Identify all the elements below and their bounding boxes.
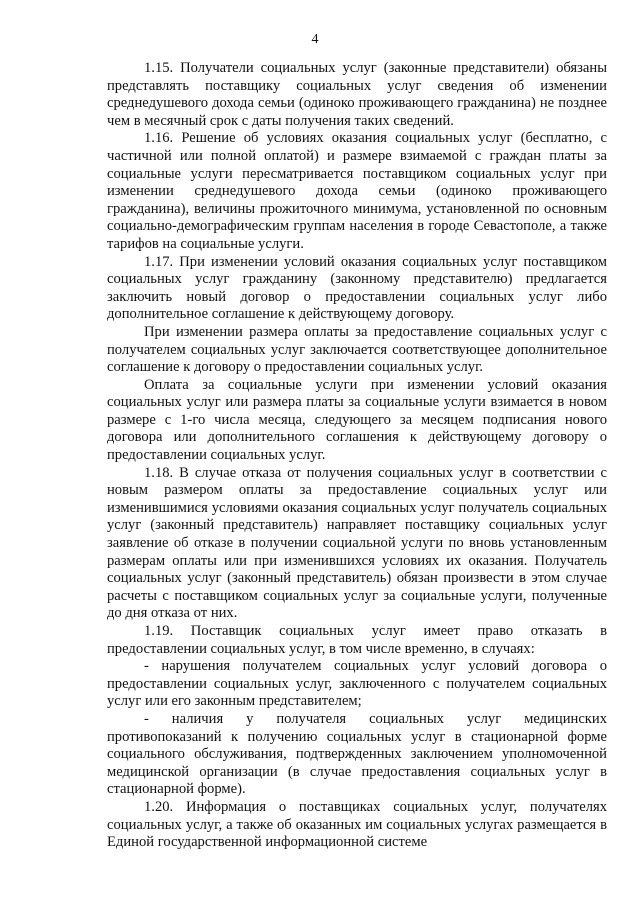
list-item-violation: - нарушения получателем социальных услуг условий договора о предоставлении социальных услуг, заключенного с получателем социальных услуг или его законным представителем; bbox=[107, 658, 607, 710]
paragraph-1-20: 1.20. Информация о поставщиках социальных услуг, получателях социальных услуг, а также об оказанных им социальных услугах размещается в Единой государственной информационной системе bbox=[107, 798, 607, 851]
paragraph-1-16: 1.16. Решение об условиях оказания социальных услуг (бесплатно, с частичной или полной оплатой) и размере взимаемой с граждан платы за социальные услуги пересматривается поставщиком социальных услуг при изменении среднедушевого дохода семьи (одиноко проживающего гражданина), величины прожиточного минимума, установленной по основным социально-демографическим группам населения в городе Севастополе, а также тарифов на социальные услуги. bbox=[107, 130, 607, 252]
document-body bbox=[107, 60, 607, 852]
paragraph-payment-new-size: Оплата за социальные услуги при изменении условий оказания социальных услуг или размера платы за социальные услуги взимается в новом размере с 1-го числа месяца, следующего за месяцем подписания нового договора или дополнительного соглашения к действующему договору о предоставлении социальных услуг. bbox=[107, 376, 607, 464]
list-item-contraindications: - наличия у получателя социальных услуг медицинских противопоказаний к получению социальных услуг в стационарной форме социального обслуживания, подтвержденных заключением уполномоченной медицинской организации (в случае предоставления социальных услуг в стационарной форме). bbox=[107, 710, 607, 798]
page-number: 4 bbox=[311, 32, 319, 47]
paragraph-1-17: 1.17. При изменении условий оказания социальных услуг поставщиком социальных услуг гражданину (законному представителю) предлагается заключить новый договор о предоставлении социальных услуг либо дополнительное соглашение к действующему договору. bbox=[107, 253, 607, 323]
paragraph-1-19: 1.19. Поставщик социальных услуг имеет право отказать в предоставлении социальных услуг, в том числе временно, в случаях: bbox=[107, 623, 607, 657]
paragraph-payment-change: При изменении размера оплаты за предоставление социальных услуг с получателем социальных услуг заключается соответствующее дополнительное соглашение к договору о предоставлении социальных услуг. bbox=[107, 323, 607, 376]
paragraph-1-18: 1.18. В случае отказа от получения социальных услуг в соответствии с новым размером оплаты за предоставление социальных услуг или изменившимися условиями оказания социальных услуг получатель социальных услуг (законный представитель) направляет поставщику социальных услуг заявление об отказе в получении социальной услуги по вновь установленным размерам оплаты или при изменившихся условиях их оказания. Получатель социальных услуг (законный представитель) обязан произвести в этом случае расчеты с поставщиком социальных услуг за социальные услуги, полученные до дня отказа от них. bbox=[107, 464, 607, 622]
paragraph-1-15: 1.15. Получатели социальных услуг (законные представители) обязаны представлять поставщику социальных услуг сведения об изменении среднедушевого дохода семьи (одиноко проживающего гражданина) не позднее чем в месячный срок с даты получения таких сведений. bbox=[107, 60, 607, 129]
